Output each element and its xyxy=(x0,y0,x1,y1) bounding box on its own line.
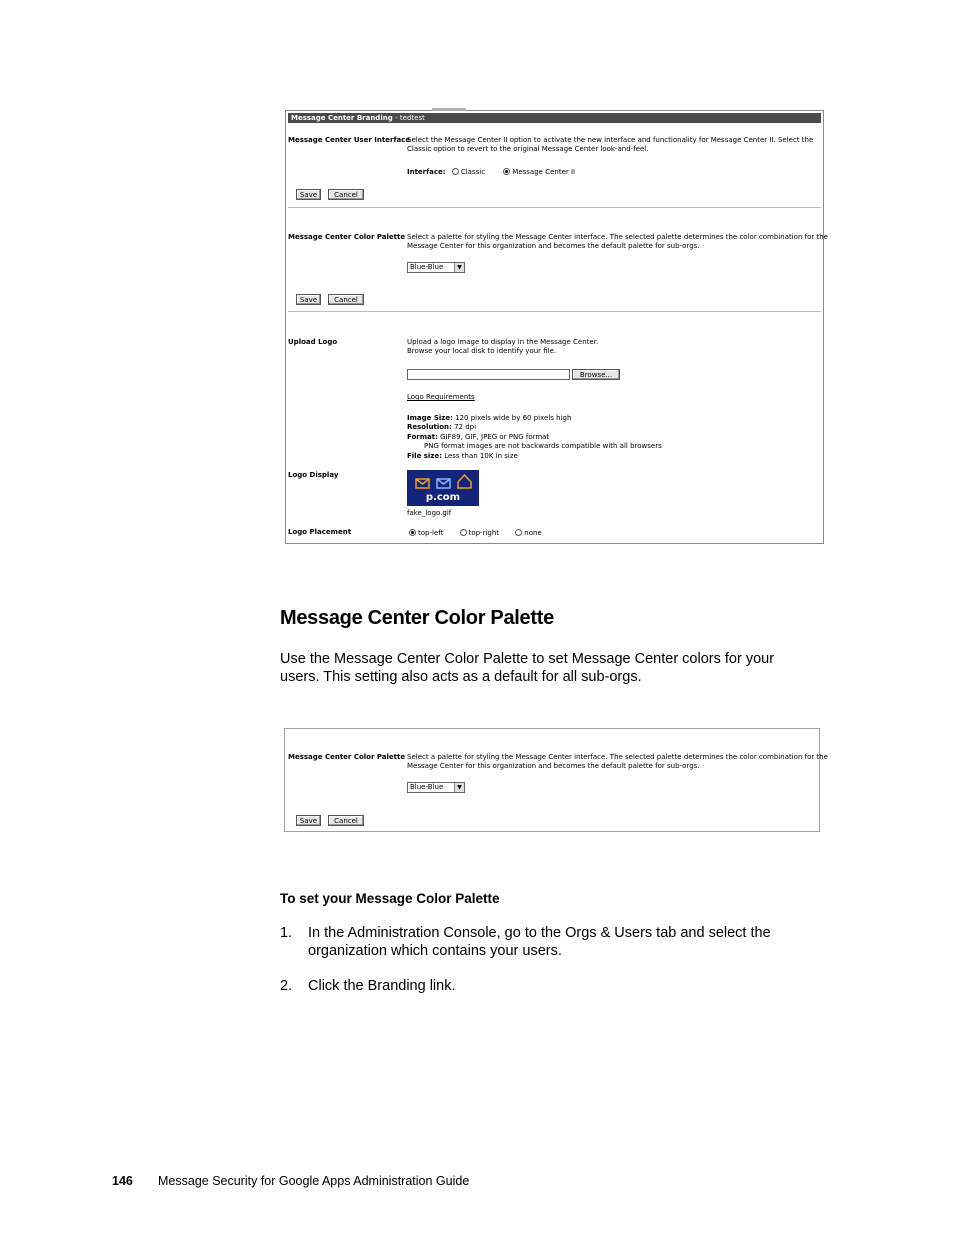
palette2-save-button[interactable]: Save xyxy=(296,815,321,826)
none-radio[interactable] xyxy=(515,529,522,536)
palette-save-button[interactable]: Save xyxy=(296,294,321,305)
chevron-down-icon[interactable]: ▼ xyxy=(454,783,464,792)
format-note: PNG format images are not backwards compatible with all browsers xyxy=(424,442,662,450)
color-palette-selected: Blue-Blue xyxy=(410,263,444,271)
page-number: 146 xyxy=(112,1174,133,1188)
upload-logo-desc-2: Browse your local disk to identify your file. xyxy=(407,347,557,355)
palette2-cancel-button[interactable]: Cancel xyxy=(328,815,364,826)
interface-classic-option[interactable] xyxy=(452,168,485,176)
format-label: Format: xyxy=(407,433,438,441)
color-palette-select[interactable] xyxy=(407,262,465,273)
interface-label: Interface: xyxy=(407,168,446,176)
palette2-selected: Blue-Blue xyxy=(410,783,444,791)
section-heading: Message Center Color Palette xyxy=(280,607,554,629)
chevron-down-icon[interactable]: ▼ xyxy=(454,263,464,272)
placement-top-left[interactable] xyxy=(409,529,443,537)
mc2-option-label: Message Center II xyxy=(512,168,576,176)
company-logo xyxy=(407,470,479,506)
mc2-radio[interactable] xyxy=(503,168,510,175)
placement-top-right[interactable] xyxy=(460,529,499,537)
logo-placement-label: Logo Placement xyxy=(288,528,352,536)
divider xyxy=(288,207,821,209)
format-value: GIF89, GIF, JPEG or PNG format xyxy=(440,433,550,441)
image-size-label: Image Size: xyxy=(407,414,453,422)
color-palette-desc-2: Message Center for this organization and becomes the default palette for sub-orgs. xyxy=(407,242,700,250)
interface-mc2-option[interactable] xyxy=(503,168,575,176)
resolution-row xyxy=(407,423,476,433)
branding-org-name: - tedtest xyxy=(395,114,425,122)
classic-option-label: Classic xyxy=(460,168,486,176)
user-interface-desc-2: Classic option to revert to the original Message Center look-and-feel. xyxy=(407,145,649,153)
ui-cancel-button[interactable]: Cancel xyxy=(328,189,364,200)
tab-indicator xyxy=(432,108,466,111)
step-2-number: 2. xyxy=(280,978,293,994)
user-interface-desc-1: Select the Message Center II option to activate the new interface and functionality for Message Center II. Select the xyxy=(407,136,814,144)
resolution-label: Resolution: xyxy=(407,423,452,431)
top-left-label: top-left xyxy=(418,529,444,537)
step-2-line-1: Click the Branding link. xyxy=(308,978,456,994)
color-palette-label: Message Center Color Palette xyxy=(288,233,406,241)
logo-file-input[interactable] xyxy=(407,369,570,380)
logo-requirements-link[interactable]: Logo Requirements xyxy=(407,393,475,401)
logo-filename: fake_logo.gif xyxy=(407,509,452,517)
color-palette-screenshot xyxy=(284,728,828,832)
file-size-row xyxy=(407,452,518,462)
upload-logo-label: Upload Logo xyxy=(288,338,338,346)
file-size-value: Less than 10K in size xyxy=(444,452,518,460)
file-size-label: File size: xyxy=(407,452,442,460)
step-1-line-2: organization which contains your users. xyxy=(308,943,562,959)
placement-none[interactable] xyxy=(515,529,541,537)
branding-title: Message Center Branding xyxy=(291,114,393,122)
palette-cancel-button[interactable]: Cancel xyxy=(328,294,364,305)
procedure-heading: To set your Message Color Palette xyxy=(280,891,500,906)
step-1-number: 1. xyxy=(280,925,293,941)
logo-display-label: Logo Display xyxy=(288,471,339,479)
interface-row xyxy=(407,168,575,178)
browse-button[interactable]: Browse... xyxy=(572,369,620,380)
upload-logo-desc-1: Upload a logo image to display in the Message Center. xyxy=(407,338,599,346)
palette2-desc-2: Message Center for this organization and becomes the default palette for sub-orgs. xyxy=(407,762,700,770)
palette2-select[interactable] xyxy=(407,782,465,793)
section-para-line-2: users. This setting also acts as a default for all sub-orgs. xyxy=(280,669,642,685)
classic-radio[interactable] xyxy=(452,168,459,175)
placement-options xyxy=(409,529,542,539)
section-para-line-1: Use the Message Center Color Palette to set Message Center colors for your xyxy=(280,651,775,667)
resolution-value: 72 dpi xyxy=(454,423,477,431)
footer-title: Message Security for Google Apps Administration Guide xyxy=(158,1174,470,1188)
ui-save-button[interactable]: Save xyxy=(296,189,321,200)
logo-text: p.com xyxy=(425,492,461,503)
user-interface-label: Message Center User Interface xyxy=(288,136,411,144)
branding-screenshot xyxy=(285,110,828,544)
palette2-desc-1: Select a palette for styling the Message Center interface. The selected palette determines the color combination for the xyxy=(407,753,828,761)
branding-title-bar xyxy=(288,113,821,123)
divider xyxy=(288,311,821,313)
top-right-radio[interactable] xyxy=(460,529,467,536)
palette2-label: Message Center Color Palette xyxy=(288,753,406,761)
step-1-line-1: In the Administration Console, go to the Orgs & Users tab and select the xyxy=(308,925,771,941)
top-left-radio[interactable] xyxy=(409,529,416,536)
top-right-label: top-right xyxy=(468,529,500,537)
image-size-value: 120 pixels wide by 60 pixels high xyxy=(455,414,572,422)
color-palette-desc-1: Select a palette for styling the Message Center interface. The selected palette determines the color combination for the xyxy=(407,233,828,241)
none-label: none xyxy=(524,529,542,537)
